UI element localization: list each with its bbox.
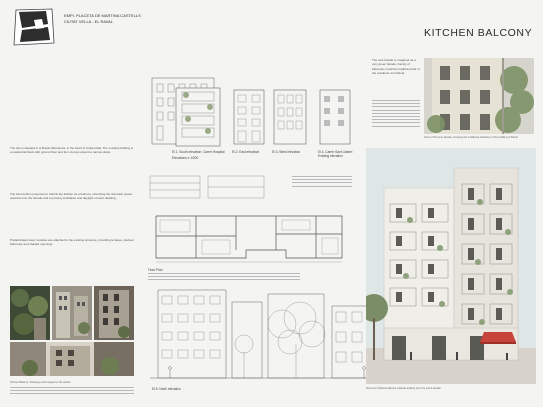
elevations-scale-label: Elevations e 1/200: [172, 156, 199, 160]
photo-facade: [94, 286, 134, 340]
render-caption: View from Placeta Martina Castells looking over the south facade: [366, 387, 441, 390]
floor-plan: [146, 206, 364, 268]
photo-street-greenery: [10, 286, 50, 340]
elevation-south-label: El.1. South elevation: Carrer Hospital: [172, 150, 225, 154]
project-line-1: EMPI. PLACETA DE MARTINA CASTELLS: [64, 13, 141, 18]
north-elevation-label: El.5. North elevation: [152, 387, 181, 391]
footer-note: Kitchen Balcony. Drawings and images by the author.: [10, 381, 72, 384]
photo-inner-facade-caption: View of the inner facade, showing the traditional character of the building of Raval: [424, 136, 518, 139]
elevation-balcony-street: [172, 86, 224, 148]
elevation-east-label: El.2. East elevation: [232, 150, 260, 154]
elevation-west: [272, 88, 308, 146]
render-south-facade: [366, 148, 536, 384]
intro-paragraph: The site is situated in el Raval, Barcelona, in the heart of Ciutat Vella. The existing building is a residential block with ground floor and four storeys around a narrow plaza.: [10, 146, 134, 155]
project-line-2: CIUTAT VELLA - EL RAVAL: [64, 18, 114, 24]
floor-plan-notes: [148, 273, 300, 283]
section-strips: [148, 172, 266, 202]
photo-inner-facade: [424, 58, 534, 134]
drawing-notes: [292, 176, 352, 189]
body-paragraph-b: Prefabricated steel modules are attached to the existing structure, providing terraces, planted balconies and shaded openings.: [10, 238, 134, 247]
right-column-text: The new facade is imagined as a very green facade. Family of balconies recall the traditional life of the residents of el Raval.: [372, 58, 420, 76]
elevation-corner-label: El.4. Carrer Sant Llatzer: Existing elevation: [318, 150, 354, 158]
elevation-west-label: El.3. West elevation: [272, 150, 301, 154]
north-elevation: [150, 284, 394, 384]
body-paragraph-a: The intervention proposes to rethink the kitchen as a balcony, extending the domestic space outward onto the facade and improving ventilation and daylight of each dwelling.: [10, 192, 133, 201]
site-plan: [10, 6, 58, 48]
photo-street-view: [10, 342, 134, 376]
elevation-corner: [318, 88, 352, 146]
right-column-lines: [372, 100, 420, 129]
board-title: KITCHEN BALCONY: [424, 27, 533, 39]
photo-courtyard: [52, 286, 92, 340]
footer-text-lines: [10, 387, 134, 397]
elevation-east: [232, 88, 266, 146]
floor-plan-label: Floor Plan: [148, 268, 163, 272]
